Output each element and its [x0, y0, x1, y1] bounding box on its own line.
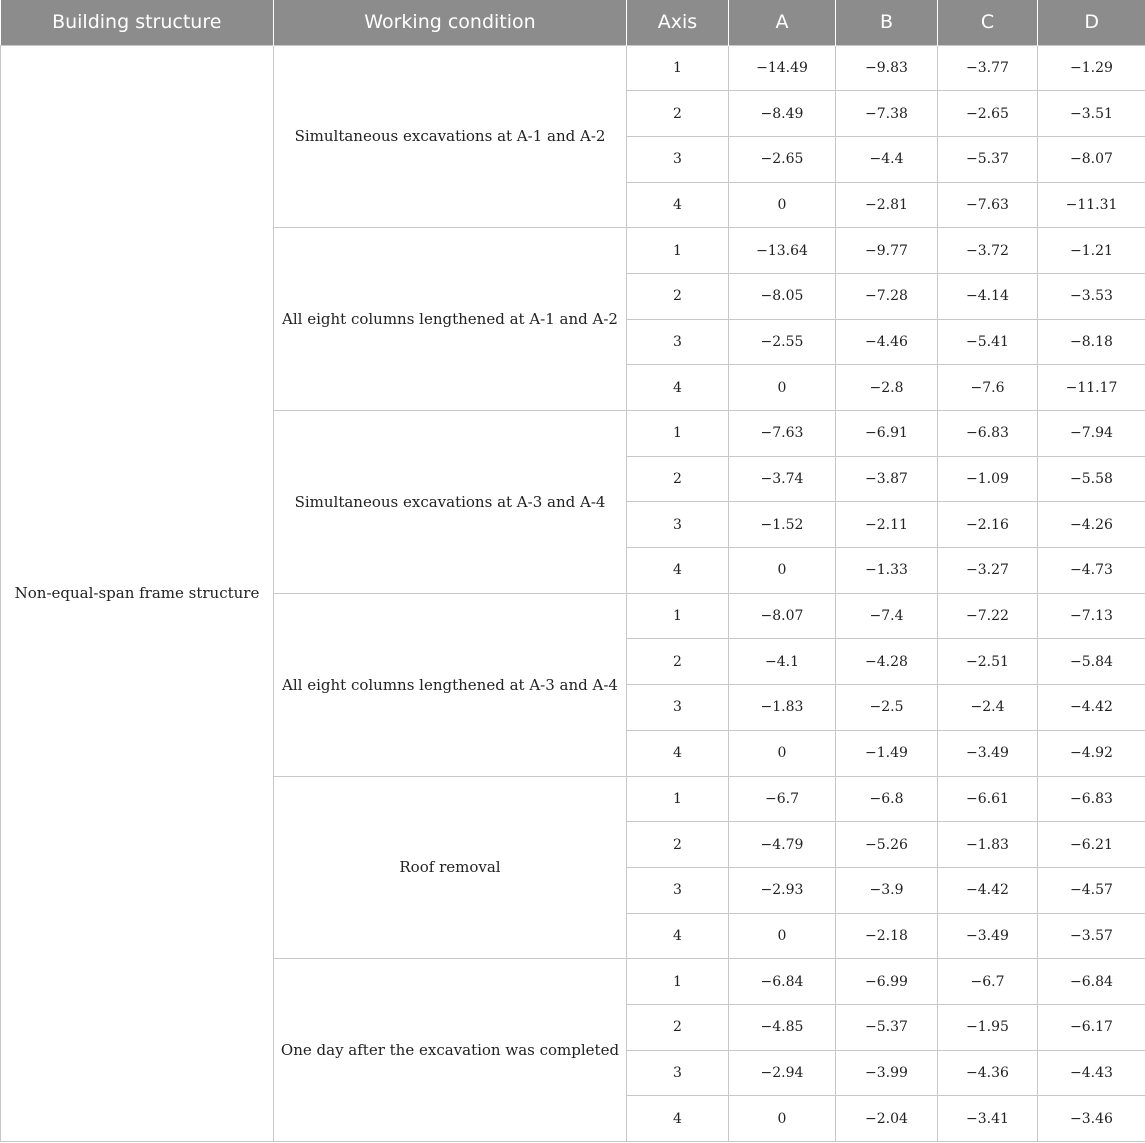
axis-cell: 1 — [627, 593, 729, 639]
working-condition-cell: All eight columns lengthened at A-1 and A-2 — [274, 228, 627, 411]
value-cell-c: −6.7 — [938, 959, 1038, 1005]
value-cell-c: −3.49 — [938, 913, 1038, 959]
value-cell-d: −6.17 — [1038, 1004, 1145, 1050]
value-cell-d: −8.18 — [1038, 319, 1145, 365]
value-cell-d: −6.84 — [1038, 959, 1145, 1005]
working-condition-cell: All eight columns lengthened at A-3 and A-4 — [274, 593, 627, 776]
value-cell-b: −2.5 — [836, 685, 938, 731]
value-cell-b: −9.83 — [836, 45, 938, 91]
value-cell-d: −3.57 — [1038, 913, 1145, 959]
value-cell-c: −7.63 — [938, 182, 1038, 228]
value-cell-b: −6.91 — [836, 411, 938, 457]
header-axis: Axis — [627, 0, 729, 45]
value-cell-c: −7.6 — [938, 365, 1038, 411]
axis-cell: 1 — [627, 228, 729, 274]
value-cell-b: −4.4 — [836, 136, 938, 182]
value-cell-c: −3.27 — [938, 548, 1038, 594]
axis-cell: 4 — [627, 548, 729, 594]
value-cell-d: −4.43 — [1038, 1050, 1145, 1096]
value-cell-a: 0 — [729, 730, 836, 776]
value-cell-c: −2.65 — [938, 91, 1038, 137]
header-col-b: B — [836, 0, 938, 45]
axis-cell: 1 — [627, 776, 729, 822]
value-cell-b: −3.99 — [836, 1050, 938, 1096]
table-body — [1, 45, 1145, 1142]
value-cell-a: −7.63 — [729, 411, 836, 457]
value-cell-d: −6.83 — [1038, 776, 1145, 822]
axis-cell: 4 — [627, 182, 729, 228]
value-cell-b: −2.8 — [836, 365, 938, 411]
value-cell-b: −7.28 — [836, 273, 938, 319]
value-cell-b: −2.81 — [836, 182, 938, 228]
value-cell-d: −5.84 — [1038, 639, 1145, 685]
value-cell-b: −6.8 — [836, 776, 938, 822]
working-condition-cell: Roof removal — [274, 776, 627, 959]
axis-cell: 1 — [627, 959, 729, 1005]
value-cell-d: −3.46 — [1038, 1096, 1145, 1142]
axis-cell: 3 — [627, 502, 729, 548]
value-cell-a: 0 — [729, 913, 836, 959]
axis-cell: 2 — [627, 822, 729, 868]
value-cell-d: −5.58 — [1038, 456, 1145, 502]
value-cell-a: −14.49 — [729, 45, 836, 91]
value-cell-d: −3.53 — [1038, 273, 1145, 319]
value-cell-d: −7.13 — [1038, 593, 1145, 639]
value-cell-a: −2.65 — [729, 136, 836, 182]
axis-cell: 1 — [627, 45, 729, 91]
value-cell-a: −3.74 — [729, 456, 836, 502]
value-cell-c: −4.36 — [938, 1050, 1038, 1096]
axis-cell: 2 — [627, 273, 729, 319]
value-cell-a: −13.64 — [729, 228, 836, 274]
working-condition-cell: Simultaneous excavations at A-1 and A-2 — [274, 45, 627, 228]
value-cell-a: −6.7 — [729, 776, 836, 822]
value-cell-a: −1.83 — [729, 685, 836, 731]
axis-cell: 4 — [627, 730, 729, 776]
value-cell-d: −6.21 — [1038, 822, 1145, 868]
axis-cell: 3 — [627, 685, 729, 731]
value-cell-c: −3.77 — [938, 45, 1038, 91]
axis-cell: 4 — [627, 365, 729, 411]
value-cell-a: −2.55 — [729, 319, 836, 365]
value-cell-a: −4.85 — [729, 1004, 836, 1050]
value-cell-b: −7.38 — [836, 91, 938, 137]
table-header — [1, 0, 1145, 45]
header-working-condition: Working condition — [274, 0, 627, 45]
value-cell-a: −1.52 — [729, 502, 836, 548]
value-cell-d: −4.42 — [1038, 685, 1145, 731]
header-building-structure: Building structure — [1, 0, 274, 45]
value-cell-b: −4.28 — [836, 639, 938, 685]
value-cell-c: −1.83 — [938, 822, 1038, 868]
value-cell-b: −2.18 — [836, 913, 938, 959]
axis-cell: 3 — [627, 319, 729, 365]
value-cell-c: −3.41 — [938, 1096, 1038, 1142]
value-cell-c: −2.16 — [938, 502, 1038, 548]
axis-cell: 2 — [627, 456, 729, 502]
building-structure-cell: Non-equal-span frame structure — [1, 45, 274, 1142]
value-cell-b: −7.4 — [836, 593, 938, 639]
value-cell-a: −8.49 — [729, 91, 836, 137]
value-cell-b: −2.04 — [836, 1096, 938, 1142]
value-cell-d: −4.26 — [1038, 502, 1145, 548]
value-cell-c: −2.4 — [938, 685, 1038, 731]
value-cell-b: −1.33 — [836, 548, 938, 594]
value-cell-b: −2.11 — [836, 502, 938, 548]
value-cell-c: −4.42 — [938, 867, 1038, 913]
value-cell-c: −5.41 — [938, 319, 1038, 365]
working-condition-cell: One day after the excavation was completed — [274, 959, 627, 1142]
axis-cell: 2 — [627, 639, 729, 685]
value-cell-d: −4.73 — [1038, 548, 1145, 594]
working-condition-cell: Simultaneous excavations at A-3 and A-4 — [274, 411, 627, 594]
value-cell-c: −6.61 — [938, 776, 1038, 822]
value-cell-b: −1.49 — [836, 730, 938, 776]
value-cell-c: −2.51 — [938, 639, 1038, 685]
value-cell-c: −6.83 — [938, 411, 1038, 457]
value-cell-c: −3.49 — [938, 730, 1038, 776]
header-col-a: A — [729, 0, 836, 45]
value-cell-c: −4.14 — [938, 273, 1038, 319]
value-cell-b: −3.9 — [836, 867, 938, 913]
header-col-c: C — [938, 0, 1038, 45]
axis-cell: 3 — [627, 136, 729, 182]
axis-cell: 2 — [627, 91, 729, 137]
header-row — [1, 0, 1145, 45]
value-cell-a: 0 — [729, 365, 836, 411]
value-cell-c: −1.95 — [938, 1004, 1038, 1050]
header-col-d: D — [1038, 0, 1145, 45]
axis-cell: 2 — [627, 1004, 729, 1050]
value-cell-a: −8.07 — [729, 593, 836, 639]
table-row — [1, 45, 1145, 91]
value-cell-b: −3.87 — [836, 456, 938, 502]
value-cell-b: −5.26 — [836, 822, 938, 868]
value-cell-a: −6.84 — [729, 959, 836, 1005]
value-cell-d: −11.31 — [1038, 182, 1145, 228]
value-cell-a: −8.05 — [729, 273, 836, 319]
axis-cell: 4 — [627, 1096, 729, 1142]
value-cell-b: −5.37 — [836, 1004, 938, 1050]
value-cell-a: 0 — [729, 1096, 836, 1142]
axis-cell: 3 — [627, 1050, 729, 1096]
value-cell-d: −7.94 — [1038, 411, 1145, 457]
axis-cell: 3 — [627, 867, 729, 913]
value-cell-c: −5.37 — [938, 136, 1038, 182]
value-cell-d: −4.57 — [1038, 867, 1145, 913]
axis-cell: 1 — [627, 411, 729, 457]
value-cell-c: −3.72 — [938, 228, 1038, 274]
value-cell-d: −4.92 — [1038, 730, 1145, 776]
value-cell-a: 0 — [729, 548, 836, 594]
value-cell-b: −6.99 — [836, 959, 938, 1005]
value-cell-c: −7.22 — [938, 593, 1038, 639]
value-cell-d: −3.51 — [1038, 91, 1145, 137]
value-cell-d: −1.29 — [1038, 45, 1145, 91]
axis-cell: 4 — [627, 913, 729, 959]
value-cell-a: −2.93 — [729, 867, 836, 913]
value-cell-a: −4.1 — [729, 639, 836, 685]
value-cell-a: 0 — [729, 182, 836, 228]
value-cell-c: −1.09 — [938, 456, 1038, 502]
value-cell-a: −2.94 — [729, 1050, 836, 1096]
value-cell-b: −4.46 — [836, 319, 938, 365]
value-cell-d: −11.17 — [1038, 365, 1145, 411]
value-cell-d: −1.21 — [1038, 228, 1145, 274]
value-cell-d: −8.07 — [1038, 136, 1145, 182]
value-cell-b: −9.77 — [836, 228, 938, 274]
value-cell-a: −4.79 — [729, 822, 836, 868]
